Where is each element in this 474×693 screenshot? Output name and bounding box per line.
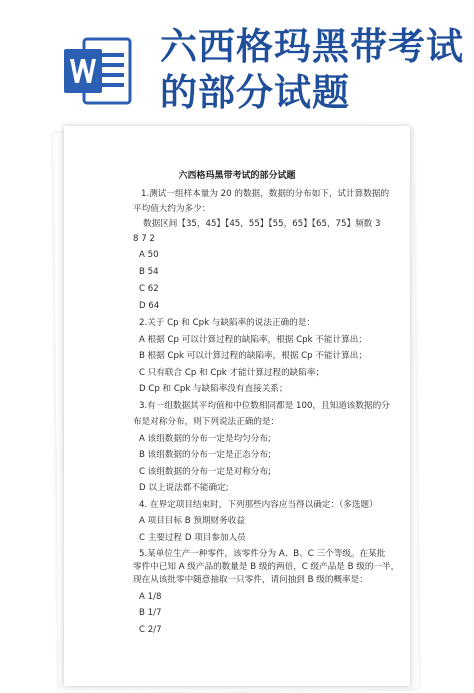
text-line: D 64 bbox=[139, 301, 160, 311]
text-line: C 只有联合 Cp 和 Cpk 才能计算过程的缺陷率； bbox=[139, 368, 325, 378]
text-line: B 1/7 bbox=[139, 608, 162, 618]
text-line: B 该组数据的分布一定是正态分布; bbox=[139, 450, 271, 460]
page-title: 六西格玛黑带考试的部分试题 bbox=[178, 171, 296, 181]
text-line: 布是对称分布，则下列说法正确的是： bbox=[133, 417, 280, 427]
text-line: A 50 bbox=[139, 250, 159, 260]
text-line: C 62 bbox=[139, 284, 159, 294]
text-line: 零件中已知 A 级产品的数量是 B 级的两倍，C 级产品是 B 级的一半， bbox=[133, 562, 400, 572]
word-document-icon bbox=[62, 35, 134, 107]
text-line: 8 7 2 bbox=[133, 234, 155, 244]
banner-title-line-2: 的部分试题 bbox=[160, 71, 350, 114]
text-line: A 该组数据的分布一定是均匀分布; bbox=[139, 434, 271, 444]
text-line: B 54 bbox=[139, 267, 159, 277]
text-line: C 主要过程 D 项目参加人员 bbox=[139, 533, 246, 543]
text-line: C 2/7 bbox=[139, 625, 162, 635]
text-line: 数据区间【35，45】【45，55】【55，65】【65，75】频数 3 bbox=[143, 219, 381, 229]
text-line: C 该组数据的分布一定是对称分布; bbox=[139, 467, 271, 477]
text-line: A 项目目标 B 预期财务收益 bbox=[139, 516, 245, 526]
text-line: 3.有一组数据其平均值和中位数相同都是 100，且知道该数据的分 bbox=[139, 401, 390, 411]
text-line: B 根据 Cpk 可以计算过程的缺陷率，根据 Cp 不能计算出； bbox=[139, 351, 367, 361]
text-line: 现在从该批零中随意抽取一只零件，请问抽到 B 级的概率是： bbox=[133, 575, 368, 585]
text-line: A 1/8 bbox=[139, 592, 162, 602]
text-line: 4. 在界定项目结束时，下列那些内容应当得以确定：（多选题） bbox=[139, 500, 378, 510]
banner-title-line-1: 六西格玛黑带考试 bbox=[160, 25, 464, 68]
text-line: 平均值大约为多少： bbox=[133, 204, 211, 214]
document-page bbox=[64, 126, 410, 686]
text-line: D 以上说法都不能确定; bbox=[139, 483, 229, 493]
text-line: 2.关于 Cp 和 Cpk 与缺陷率的说法正确的是： bbox=[139, 318, 315, 328]
text-line: A 根据 Cp 可以计算过程的缺陷率，根据 Cpk 不能计算出； bbox=[139, 335, 367, 345]
text-line: D Cp 和 Cpk 与缺陷率没有直接关系； bbox=[139, 384, 288, 394]
text-line: 5.某单位生产一种零件，该零件分为 A、B、C 三个等级。在某批 bbox=[139, 549, 386, 559]
document-banner bbox=[0, 0, 474, 118]
text-line: 1.测试一组样本量为 20 的数据，数据的分布如下，试计算数据的 bbox=[141, 189, 390, 199]
banner-title bbox=[160, 24, 464, 116]
